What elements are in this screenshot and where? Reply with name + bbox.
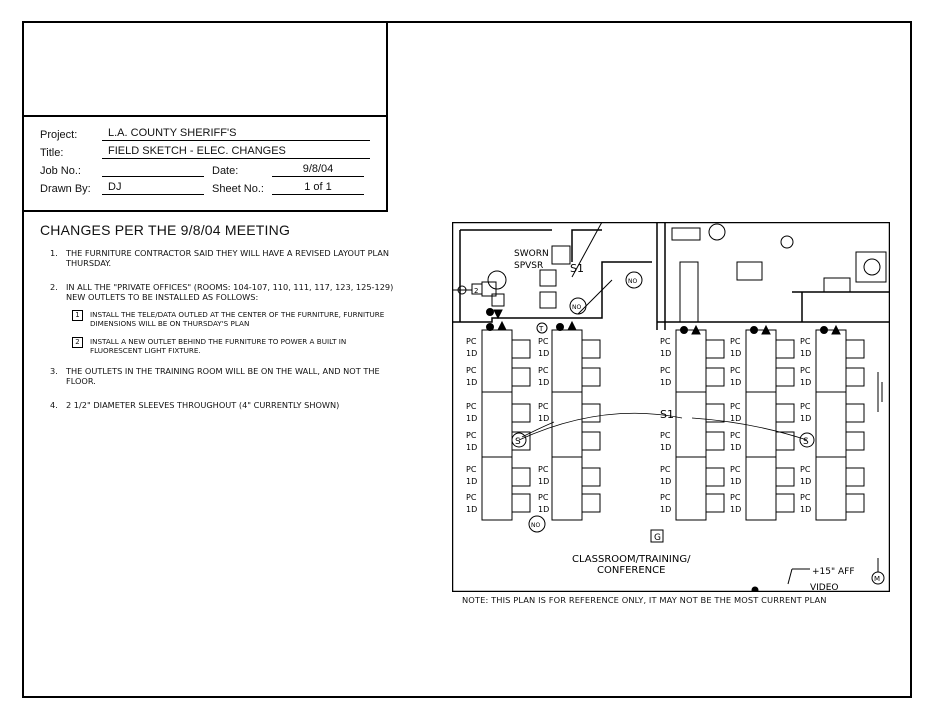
1d-label: 1D bbox=[800, 378, 812, 387]
1d-label: 1D bbox=[466, 477, 478, 486]
project-label: Project: bbox=[40, 129, 78, 141]
1d-label: 1D bbox=[800, 414, 812, 423]
pc-label: PC bbox=[730, 493, 741, 502]
note-number: 1. bbox=[50, 248, 58, 258]
no-tag: NO bbox=[628, 278, 638, 285]
upper-walls bbox=[452, 222, 890, 330]
1d-label: 1D bbox=[538, 349, 550, 358]
1d-label: 1D bbox=[660, 443, 672, 452]
desk-cluster bbox=[660, 330, 724, 520]
pc-label: PC bbox=[466, 465, 477, 474]
subnote-text: INSTALL THE TELE/DATA OUTLED AT THE CENTER OF THE FURNITURE, FURNITURE DIMENSIONS WILL BE ON THURSDAY'S PLAN bbox=[90, 310, 385, 328]
pc-label: PC bbox=[660, 431, 671, 440]
pc-label: PC bbox=[660, 493, 671, 502]
1d-label: 1D bbox=[800, 505, 812, 514]
no-tag: NO bbox=[531, 522, 541, 529]
date-value: 9/8/04 bbox=[272, 163, 364, 177]
subnote-tag: 2 bbox=[72, 337, 83, 348]
1d-label: 1D bbox=[466, 378, 478, 387]
outlet-symbols bbox=[452, 222, 642, 333]
note-text: THE FURNITURE CONTRACTOR SAID THEY WILL HAVE A REVISED LAYOUT PLAN THURSDAY. bbox=[66, 248, 390, 268]
s1-label: S1 bbox=[660, 408, 674, 421]
m-label: M bbox=[874, 575, 881, 583]
1d-label: 1D bbox=[538, 505, 550, 514]
pc-label: PC bbox=[466, 431, 477, 440]
aff-label: +15" AFF bbox=[812, 567, 855, 577]
1d-label: 1D bbox=[730, 378, 742, 387]
note-number: 3. bbox=[50, 366, 58, 376]
video-label: VIDEO bbox=[810, 583, 839, 592]
subnote-tag: 1 bbox=[72, 310, 83, 321]
date-label: Date: bbox=[212, 165, 239, 177]
note-number: 2. bbox=[50, 282, 58, 292]
pc-label: PC bbox=[538, 337, 549, 346]
pc-label: PC bbox=[730, 465, 741, 474]
no-tag: NO bbox=[572, 304, 582, 311]
1d-label: 1D bbox=[730, 349, 742, 358]
sworn-label: SWORN bbox=[514, 249, 549, 259]
title-block bbox=[22, 115, 388, 212]
title-value: FIELD SKETCH - ELEC. CHANGES bbox=[102, 145, 370, 159]
s1-label: S1 bbox=[570, 262, 584, 275]
1d-label: 1D bbox=[660, 349, 672, 358]
note-text: 2 1/2" DIAMETER SLEEVES THROUGHOUT (4" CURRENTLY SHOWN) bbox=[66, 400, 340, 410]
1d-label: 1D bbox=[466, 505, 478, 514]
sheet-value: 1 of 1 bbox=[272, 181, 364, 195]
spvsr-label: SPVSR bbox=[514, 261, 544, 271]
pc-label: PC bbox=[538, 366, 549, 375]
1d-label: 1D bbox=[466, 443, 478, 452]
sheet-label: Sheet No.: bbox=[212, 183, 264, 195]
upper-furniture bbox=[482, 224, 886, 322]
job-label: Job No.: bbox=[40, 165, 81, 177]
pc-label: PC bbox=[800, 493, 811, 502]
pc-label: PC bbox=[730, 366, 741, 375]
title-label: Title: bbox=[40, 147, 64, 159]
changes-heading: CHANGES PER THE 9/8/04 MEETING bbox=[40, 222, 291, 238]
1d-label: 1D bbox=[538, 414, 550, 423]
pc-label: PC bbox=[800, 402, 811, 411]
desk-cluster bbox=[482, 330, 530, 520]
drawn-by-value: DJ bbox=[102, 181, 204, 195]
tag-2: 2 bbox=[474, 287, 479, 295]
title-block-blank-area bbox=[22, 21, 388, 117]
pc-label: PC bbox=[730, 337, 741, 346]
1d-label: 1D bbox=[466, 414, 478, 423]
s-symbol: S bbox=[515, 437, 521, 447]
1d-label: 1D bbox=[660, 477, 672, 486]
1d-label: 1D bbox=[800, 477, 812, 486]
1d-label: 1D bbox=[730, 414, 742, 423]
pc-label: PC bbox=[800, 337, 811, 346]
pc-label: PC bbox=[466, 366, 477, 375]
pc-label: PC bbox=[538, 465, 549, 474]
pc-label: PC bbox=[730, 402, 741, 411]
note-text: IN ALL THE "PRIVATE OFFICES" (ROOMS: 104-107, 110, 111, 117, 123, 125-129) NEW OUTLETS TO BE INSTALLED AS FOLLOWS: bbox=[66, 282, 394, 302]
pc-label: PC bbox=[466, 337, 477, 346]
note-number: 4. bbox=[50, 400, 58, 410]
pc-label: PC bbox=[800, 465, 811, 474]
upper-annotations bbox=[514, 249, 584, 275]
1d-label: 1D bbox=[660, 378, 672, 387]
1d-label: 1D bbox=[730, 443, 742, 452]
pc-label: PC bbox=[660, 465, 671, 474]
pc-label: PC bbox=[660, 366, 671, 375]
pc-label: PC bbox=[730, 431, 741, 440]
1d-label: 1D bbox=[730, 477, 742, 486]
pc-label: PC bbox=[538, 402, 549, 411]
drawn-by-label: Drawn By: bbox=[40, 183, 91, 195]
subnote-text: INSTALL A NEW OUTLET BEHIND THE FURNITURE TO POWER A BUILT IN FLUORESCENT LIGHT FIXTURE. bbox=[90, 337, 347, 355]
pc-label: PC bbox=[466, 402, 477, 411]
pc-label: PC bbox=[538, 493, 549, 502]
pc-label: PC bbox=[800, 366, 811, 375]
g-label: G bbox=[654, 533, 661, 543]
t-tag: T bbox=[539, 325, 544, 333]
pc-label: PC bbox=[660, 337, 671, 346]
project-value: L.A. COUNTY SHERIFF'S bbox=[102, 127, 370, 141]
desk-cluster bbox=[746, 330, 794, 520]
1d-label: 1D bbox=[466, 349, 478, 358]
floor-plan bbox=[452, 222, 890, 592]
pc-labels bbox=[466, 337, 811, 514]
room-label: CLASSROOM/TRAINING/ bbox=[572, 554, 691, 565]
room-label-2: CONFERENCE bbox=[597, 565, 666, 576]
desk-cluster bbox=[800, 330, 864, 520]
1d-label: 1D bbox=[730, 505, 742, 514]
1d-label: 1D bbox=[660, 505, 672, 514]
1d-label: 1D bbox=[800, 349, 812, 358]
job-value bbox=[102, 163, 204, 177]
plan-note: NOTE: THIS PLAN IS FOR REFERENCE ONLY, IT MAY NOT BE THE MOST CURRENT PLAN bbox=[462, 595, 827, 605]
1d-label: 1D bbox=[538, 477, 550, 486]
pc-label: PC bbox=[466, 493, 477, 502]
1d-label: 1D bbox=[538, 378, 550, 387]
s-symbol: S bbox=[803, 437, 809, 447]
note-text: THE OUTLETS IN THE TRAINING ROOM WILL BE ON THE WALL, AND NOT THE FLOOR. bbox=[66, 366, 380, 386]
